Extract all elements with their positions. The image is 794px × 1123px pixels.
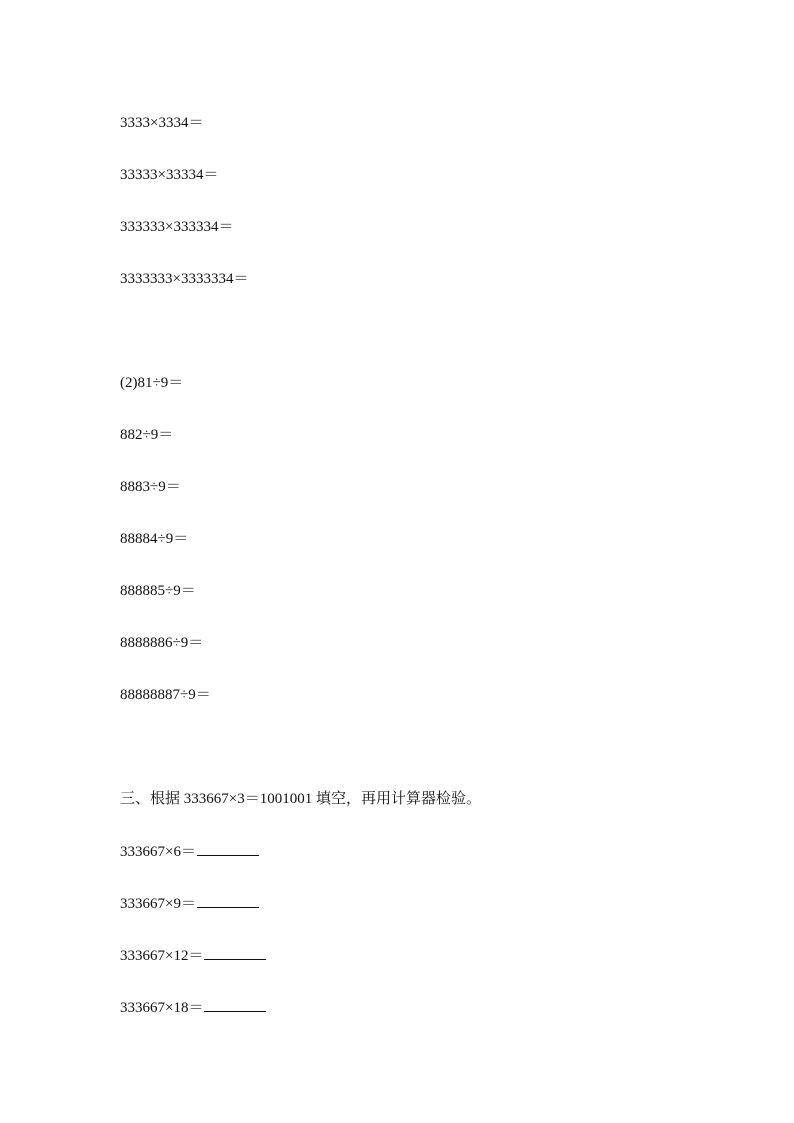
equation-line: 882÷9＝ <box>120 427 174 443</box>
equation-line: 88888887÷9＝ <box>120 687 211 703</box>
equation-line: 888885÷9＝ <box>120 583 196 599</box>
answer-blank <box>197 841 259 856</box>
equation-line: (2)81÷9＝ <box>120 375 184 391</box>
equation-line: 88884÷9＝ <box>120 531 189 547</box>
equation-line: 3333×3334＝ <box>120 115 204 131</box>
section-heading: 三、根据 333667×3＝1001001 填空，再用计算器检验。 <box>120 791 481 807</box>
equation-line: 8883÷9＝ <box>120 479 181 495</box>
answer-blank <box>197 893 259 908</box>
fill-blank-item <box>120 945 266 965</box>
answer-blank <box>204 945 266 960</box>
fill-blank-equation: 333667×9＝ <box>120 896 196 912</box>
equation-line: 3333333×3333334＝ <box>120 271 249 287</box>
fill-blank-item <box>120 997 266 1017</box>
fill-blank-equation: 333667×6＝ <box>120 844 196 860</box>
equation-line: 8888886÷9＝ <box>120 635 204 651</box>
fill-blank-item <box>120 841 259 861</box>
fill-blank-item <box>120 893 259 913</box>
fill-blank-equation: 333667×12＝ <box>120 948 204 964</box>
fill-blank-equation: 333667×18＝ <box>120 1000 204 1016</box>
equation-line: 33333×33334＝ <box>120 167 219 183</box>
answer-blank <box>204 997 266 1012</box>
equation-line: 333333×333334＝ <box>120 219 234 235</box>
